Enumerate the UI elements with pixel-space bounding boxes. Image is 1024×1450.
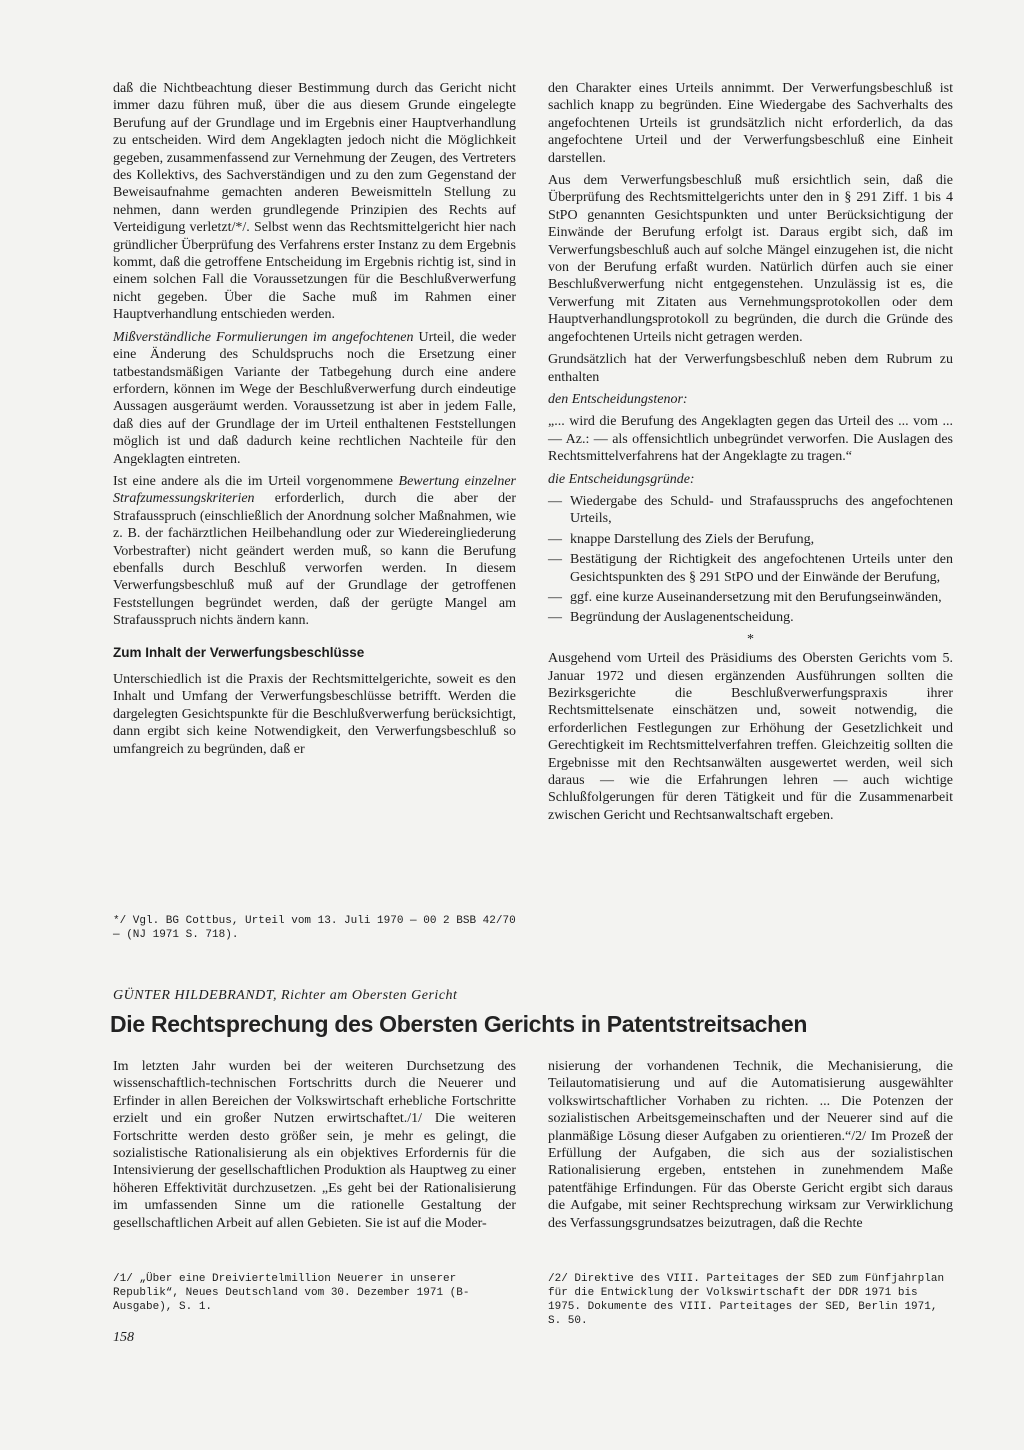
- page-number: 158: [113, 1330, 134, 1345]
- paragraph: Ausgehend vom Urteil des Präsidiums des Obersten Gerichts vom 5. Januar 1972 und diesen ergänzenden Ausführungen sollten die Bezirksgerichte die Beschlußverwerfungspraxis ihrer Rechtsmittelsenate einschätzen und, soweit notwendig, die erforderlichen Festlegungen zur Erhöhung der Gesetzlichkeit und Gerechtigkeit im Rechtsmittelverfahren treffen. Gleichzeitig sollten die Ergebnisse mit den Rechtsanwälten ausgewertet werden, weil sich daraus — wie die Erfahrungen lehren — auch wichtige Schlußfolgerungen für deren Tätigkeit und für die Zusammenarbeit zwischen Gericht und Rechtsanwaltschaft ergeben.: [548, 651, 953, 823]
- italic-phrase: Bewertung einzelner Strafzumessungskriterien: [113, 473, 516, 507]
- paragraph: [113, 473, 516, 630]
- upper-right-column: [548, 80, 953, 829]
- subheading: die Entscheidungsgründe:: [548, 471, 695, 487]
- paragraph: Aus dem Verwerfungsbeschluß muß ersichtlich sein, daß die Überprüfung des Rechtsmittelgerichts unter den in § 291 Ziff. 1 bis 4 StPO genannten Gesichtspunkten und unter Berücksichtigung der Einwände der Berufung erfolgt ist. Daraus ergibt sich, daß im Verwerfungsbeschluß auch auf solche Mängel einzugehen ist, die nicht von der Berufung erfaßt wurden. Natürlich dürfen auch sie einer Beschlußverwerfung nicht entgegenstehen. Unzulässig ist es, die Verwerfung mit Zitaten aus Vernehmungsprotokollen oder dem Hauptverhandlungsprotokoll zu begründen, die durch die Gründe des angefochtenen Urteils nicht getragen werden.: [548, 173, 953, 345]
- paragraph-text: Urteil, die weder eine Änderung des Schuldspruchs noch die Ersetzung einer tatbestandsmäßigen Variante der Tatbegehung durch eine andere erfordern, können im Wege der Beschlußverwerfung durch eindeutige Aussagen ausgeräumt werden. Voraussetzung ist aber in jedem Falle, daß dies auf der Grundlage der im Urteil enthaltenen Feststellungen möglich ist und daß dadurch keine rechtlichen Nachteile für den Angeklagten eintreten.: [113, 329, 516, 467]
- article-right-column: [548, 1058, 953, 1237]
- paragraph: den Charakter eines Urteils annimmt. Der Verwerfungsbeschluß ist sachlich knapp zu begründen. Eine Wiedergabe des Sachverhalts des angefochtenen Urteils ist grundsätzlich nicht erforderlich, da das angefochtene Urteil und der Verwerfungsbeschluß eine Einheit darstellen.: [548, 81, 953, 166]
- section-heading: Zum Inhalt der Verwerfungsbeschlüsse: [113, 644, 365, 660]
- footnote: /2/ Direktive des VIII. Parteitages der SED zum Fünfjahrplan für die Entwicklung der Volkswirtschaft der DDR 1971 bis 1975. Dokumente des VIII. Parteitages der SED, Berlin 1971, S. 50.: [548, 1273, 945, 1327]
- subheading: den Entscheidungstenor:: [548, 391, 688, 407]
- list-item: — knappe Darstellung des Ziels der Berufung,: [548, 531, 953, 548]
- footnote: */ Vgl. BG Cottbus, Urteil vom 13. Juli 1970 — 00 2 BSB 42/70 — (NJ 1971 S. 718).: [113, 915, 516, 941]
- paragraph-text: erforderlich, durch die aber der Strafausspruch (einschließlich der Anordnung solcher Maßnahmen, wie z. B. der fachärztlichen Heilbehandlung oder zur Wiedereingliederung Vorbestrafter) nicht geändert werden muß, so kann die Berufung ebenfalls durch Beschluß verworfen werden. In diesem Verwerfungsbeschluß muß auf der Grundlage der getroffenen Feststellungen begründet werden, daß der gerügte Mangel am Strafausspruch nichts ändern kann.: [113, 491, 516, 629]
- reasons-list: [548, 493, 953, 627]
- list-item: — Begründung der Auslagenentscheidung.: [548, 609, 953, 626]
- quote: „... wird die Berufung des Angeklagten gegen das Urteil des ... vom ... — Az.: — als offensichtlich unbegründet verworfen. Die Auslagen des Rechtsmittelverfahrens hat der Angeklagte zu tragen.“: [548, 414, 953, 465]
- paragraph: Im letzten Jahr wurden bei der weiteren Durchsetzung des wissenschaftlich-technischen Fortschritts durch die Neuerer und Erfinder in allen Bereichen der Volkswirtschaft erhebliche Fortschritte erzielt und ein großer Nutzen erwirtschaftet./1/ Die weiteren Fortschritte werden desto größer sein, je mehr es gelingt, die sozialistische Rationalisierung als ein objektives Erfordernis für die Intensivierung der gesellschaftlichen Produktion als Hauptweg zu einer höheren Effektivität durchzusetzen. „Es geht bei der Rationalisierung im umfassenden Sinne um die rationelle Gestaltung der gesellschaftlichen Arbeit auf allen Gebieten. Sie ist auf die Moder-: [113, 1059, 516, 1231]
- list-item: — Wiedergabe des Schuld- und Strafausspruchs des angefochtenen Urteils,: [548, 493, 953, 528]
- paragraph: daß die Nichtbeachtung dieser Bestimmung durch das Gericht nicht immer dazu führen muß, über die aus diesem Grunde eingelegte Berufung auf der Grundlage und im Ergebnis einer Hauptverhandlung zu entscheiden. Wird dem Angeklagten jedoch nicht die Möglichkeit gegeben, zusammenfassend zur Vernehmung der Zeugen, des Vertreters des Kollektivs, des Sachverständigen und zu den zum Gegenstand der Beweisaufnahme gemachten anderen Beweismitteln Stellung zu nehmen, dann werden grundlegende Prinzipien des Rechts auf Verteidigung verletzt/*/. Selbst wenn das Rechtsmittelgericht hier nach gründlicher Überprüfung des Verfahrens erster Instanz zu dem Ergebnis kommt, daß die getroffene Entscheidung im Ergebnis richtig ist, sind in einem solchen Fall die Voraussetzungen für die Beschlußverwerfung nicht gegeben. Über die Sache muß im Rahmen einer Hauptverhandlung entschieden werden.: [113, 81, 516, 323]
- article-author: GÜNTER HILDEBRANDT, Richter am Obersten Gericht: [113, 988, 458, 1003]
- article-left-column: [113, 1058, 516, 1237]
- paragraph-text: Ist eine andere als die im Urteil vorgenommene: [113, 473, 399, 489]
- upper-left-column: [113, 80, 516, 763]
- list-item: — ggf. eine kurze Auseinandersetzung mit den Berufungseinwänden,: [548, 589, 953, 606]
- paragraph: Unterschiedlich ist die Praxis der Rechtsmittelgerichte, soweit es den Inhalt und Umfang der Verwerfungsbeschlüsse betrifft. Werden die dargelegten Gesichtspunkte für die Beschlußverwerfung berücksichtigt, dann ergibt sich keine Notwendigkeit, den Verwerfungsbeschluß so umfangreich zu begründen, daß er: [113, 672, 516, 757]
- italic-phrase: Mißverständliche Formulierungen im angefochtenen: [113, 329, 414, 345]
- list-item: — Bestätigung der Richtigkeit des angefochtenen Urteils unter den Gesichtspunkten des § 291 StPO und der Einwände der Berufung,: [548, 551, 953, 586]
- section-separator: *: [747, 631, 754, 647]
- article-title: Die Rechtsprechung des Obersten Gerichts in Patentstreitsachen: [110, 1011, 808, 1037]
- footnote: /1/ „Über eine Dreiviertelmillion Neuerer in unserer Republik“, Neues Deutschland vom 30. Dezember 1971 (B-Ausgabe), S. 1.: [113, 1273, 470, 1313]
- paragraph: nisierung der vorhandenen Technik, die Mechanisierung, die Teilautomatisierung und auf die Automatisierung ausgewählter volkswirtschaftlicher Vorhaben zu richten. ... Die Potenzen der sozialistischen Arbeitsgemeinschaften und der Neuerer sind auf die planmäßige Lösung dieser Aufgaben zu orientieren.“/2/ Im Prozeß der Erfüllung der Aufgaben, die sich aus der sozialistischen Rationalisierung ergeben, entstehen in zunehmendem Maße patentfähige Erfindungen. Für das Oberste Gericht ergibt sich daraus die Aufgabe, mit seiner Rechtsprechung wirksam zur Verwirklichung des Verfassungsgrundsatzes beizutragen, daß die Rechte: [548, 1059, 953, 1231]
- paragraph: [113, 329, 516, 468]
- paragraph: Grundsätzlich hat der Verwerfungsbeschluß neben dem Rubrum zu enthalten: [548, 352, 953, 385]
